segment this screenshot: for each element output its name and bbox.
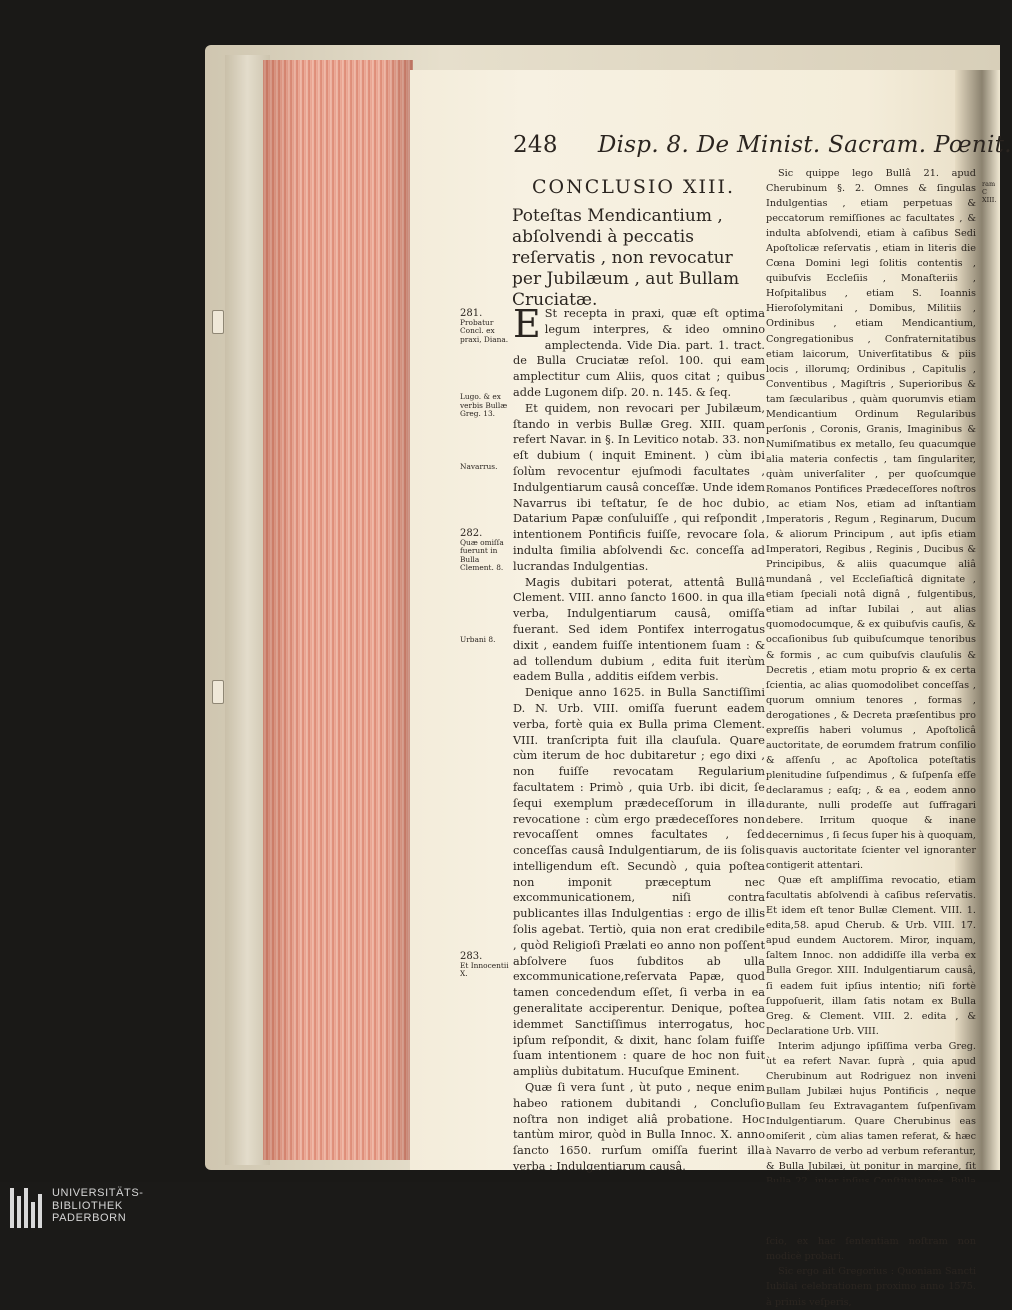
margin-note: Navarrus. bbox=[460, 462, 498, 471]
margin-note: Lugo. & ex verbis Bullæ Greg. 13. bbox=[460, 392, 508, 419]
clasp-icon bbox=[212, 310, 224, 334]
running-title: Disp. 8. De Minist. Sacram. Pœnit. bbox=[597, 132, 1012, 158]
right-column bbox=[766, 166, 976, 1310]
paragraph: Sic quippe lego Bullâ 21. apud Cherubinum §. 2. Omnes & ſingulas Indulgentias , etiam perpetuas & peccatorum remiſſiones ac facultates , & indulta abſolvendi, etiam à caſibus Sedi Apoſtolicæ reſervatis , etiam in literis die Cœna Domini legi ſolitis contentis , quibuſvis Eccleſiis , Monaſteriis , Hoſpitalibus , etiam S. Ioannis Hieroſolymitani , Domibus, Militiis , Ordinibus , etiam Mendicantium, Congregationibus , Confraternitatibus etiam laicorum, Univerſitatibus & piis locis , illorumq; Ordinibus , Capitulis , Conventibus , Magiſtris , Superioribus & tam ſæcularibus , quàm quorumvis etiam Mendicantium Ordinum Regularibus perſonis , Coronis, Granis, Imaginibus & Numiſmatibus ex metallo, ſeu quacumque alia materia confectis , tam ſingulariter, quàm univerſaliter , per quoſcumque Romanos Pontifices Prædeceſſores noſtros , ac etiam Nos, etiam ad inſtantiam Imperatoris , Regum , Reginarum, Ducum , & aliorum Principum , aut ipſis etiam Imperatori, Regibus , Reginis , Ducibus & Principibus, & aliis quacumque aliâ mundanâ , vel Eccleſiaſticâ dignitate , etiam ſpeciali notâ dignâ , fulgentibus, etiam ad inſtar Iubilai , aut alias quomodocumque, & ex quibuſvis cauſis, & occaſionibus ſub quibuſcumque tenoribus & formis , ac cum quibuſvis clauſulis & Decretis , etiam motu proprio & ex certa ſcientia, ac alias quomodolibet conceſſas , quorum omnium tenores , formas , derogationes , & Decreta præſentibus pro expreſſis haberi volumus , Apoſtolicâ auctoritate, de eorumdem fratrum conſilio & aſſenſu , ac Apoſtolica poteſtatis plenitudine ſuſpendimus , & ſuſpenſa eſſe declaramus ; eaſq; , & ea , eodem anno durante, nulli prodeſſe aut ſuffragari debere. Irritum quoque & inane decernimus , ſi ſecus ſuper his à quoquam, quavis auctoritate ſcienter vel ignoranter contigerit attentari. bbox=[766, 168, 976, 872]
margin-note: 281. Probatur Concl. ex praxi, Diana. bbox=[460, 308, 509, 344]
footer-banner bbox=[0, 1182, 1000, 1234]
conclusion-heading: CONCLUSIO XIII. bbox=[532, 176, 736, 198]
institution-name: UNIVERSITÄTS- BIBLIOTHEK PADERBORN bbox=[52, 1187, 144, 1224]
library-logo-icon bbox=[10, 1188, 46, 1228]
running-header bbox=[513, 132, 1012, 158]
margin-note: Urbani 8. bbox=[460, 635, 496, 644]
page-stack bbox=[263, 60, 413, 1160]
paragraph: Sic ergo ait Gregorius : Quoniam Sancti Iubilai celebrationem proximo anno 1575. à primis veſperis, bbox=[766, 1266, 976, 1308]
paragraph: Et quidem, non revocari per Jubilæum, ſtando in verbis Bullæ Greg. XIII. quam refert Navar. in §. In Levitico notab. 33. non eſt dubium ( inquit Eminent. ) cùm ibi ſolùm revocentur ejuſmodi facultates , Indulgentiarum causâ conceſſæ. Unde idem Navarrus ibi teſtatur, ſe de hoc dubio Datarium Papæ conſuluiſſe , qui reſpondit , intentionem Pontificis fuiſſe, revocare ſola indulta ſimilia abſolvendi &c. conceſſa ad lucrandas Indulgentias. bbox=[513, 401, 765, 573]
paragraph: St recepta in praxi, quæ eſt optima legum interpres, & ideo omnino amplectenda. Vide Dia. part. 1. tract. de Bulla Cruciatæ reſol. 100. qui eam amplectitur cum Aliis, quos citat ; quibus adde Lugonem diſp. 20. n. 145. & ſeq. bbox=[513, 307, 765, 399]
paragraph: Quæ ſi vera ſunt , ùt puto , neque enim habeo rationem dubitandi , Concluſio noſtra non indiget aliâ probatione. Hoc tantùm miror, quòd in Bulla Innoc. X. anno ſancto 1650. rurſum omiſſa fuerint illa verba : Indulgentiarum causâ. bbox=[513, 1081, 765, 1174]
drop-cap: E bbox=[513, 302, 541, 346]
margin-note: 282. Quæ omiſſa fuerunt in Bulla Clement. 8. bbox=[460, 528, 504, 573]
paragraph: Quæ eſt ampliſſima revocatio, etiam facultatis abſolvendi à caſibus reſervatis. Et idem eſt tenor Bullæ Clement. VIII. 1. edita,58. apud Cherub. & Urb. VIII. 17. apud eundem Auctorem. Miror, inquam, ſaltem Innoc. non addidiſſe illa verba ex Bulla Gregor. XIII. Indulgentiarum causâ, ſi eadem fuit ipſius intentio; niſi fortè ſuppoſuerit, illam ſatis notam ex Bulla Greg. & Clement. VIII. 2. edita , & Declaratione Urb. VIII. bbox=[766, 875, 976, 1037]
next-page-margin: ram C XIII. bbox=[982, 180, 997, 204]
left-column bbox=[513, 302, 765, 1175]
thesis-statement: Poteſtas Mendicantium , abſolvendi à peccatis reſervatis , non revocatur per Jubilæum , aut Bullam Cruciatæ. bbox=[512, 206, 740, 310]
clasp-icon bbox=[212, 680, 224, 704]
paragraph: Magis dubitari poterat, attentâ Bullâ Clement. VIII. anno ſancto 1600. in qua illa verba, Indulgentiarum causâ, omiſſa fuerant. Sed idem Pontifex interrogatus dixit , eandem fuiſſe intentionem ſuam : & ad tollendum dubium , edita fuit iterùm eadem Bulla , additis eiſdem verbis. bbox=[513, 575, 765, 684]
paragraph: Denique anno 1625. in Bulla Sanctiſſimi D. N. Urb. VIII. omiſſa fuerunt eadem verba, fortè quia ex Bulla prima Clement. VIII. tranſcripta fuit illa clauſula. Quare cùm iterum de hoc dubitaretur ; ego dixi , non fuiſſe revocatam Regularium facultatem : Primò , quia Urb. ibi dicit, ſe ſequi exemplum prædeceſſorum in illa revocatione : cùm ergo prædeceſſores non revocaſſent omnes facultates , ſed conceſſas causâ Indulgentiarum, de iis ſolis intelligendum eſt. Secundò , quia poſtea non imponit præceptum nec excommunicationem, niſi contra publicantes illas Indulgentias : ergo de illis ſolis agebat. Tertiò, quia non erat credibile , quòd Religioſi Prælati eo anno non poſſent abſolvere ſuos ſubditos ab ulla excommunicatione,reſervata Papæ, quod tamen concedendum eſſet, ſi verba in ea generalitate acciperentur. Denique, poſtea idemmet Sanctiſſimus interrogatus, hoc ipſum reſpondit, & dixit, hanc ſolam fuiſſe ſuam intentionem : quare de hoc non fuit ampliùs dubitatum. Hucuſque Eminent. bbox=[513, 686, 765, 1079]
paragraph: Interim adjungo ipſiſſima verba Greg. ùt ea refert Navar. ſuprà , quia apud Cherubinum aut Rodriguez non inveni Bullam Jubilæi hujus Pontificis , neque Bullam ſeu Extravagantem ſuſpenſivam Indulgentiarum. Quare Cherubinus eas omiſerit , cùm alias tamen referat, & hæc à Navarro de verbo ad verbum referantur, & Bulla Jubilæi, ùt ponitur in margine, ſit ſcio, ex hac ſententiam noſtram non modicè probari. bbox=[766, 1040, 976, 1263]
margin-note: 283. Et Innocentii X. bbox=[460, 951, 509, 979]
page-number: 248 bbox=[513, 132, 558, 158]
